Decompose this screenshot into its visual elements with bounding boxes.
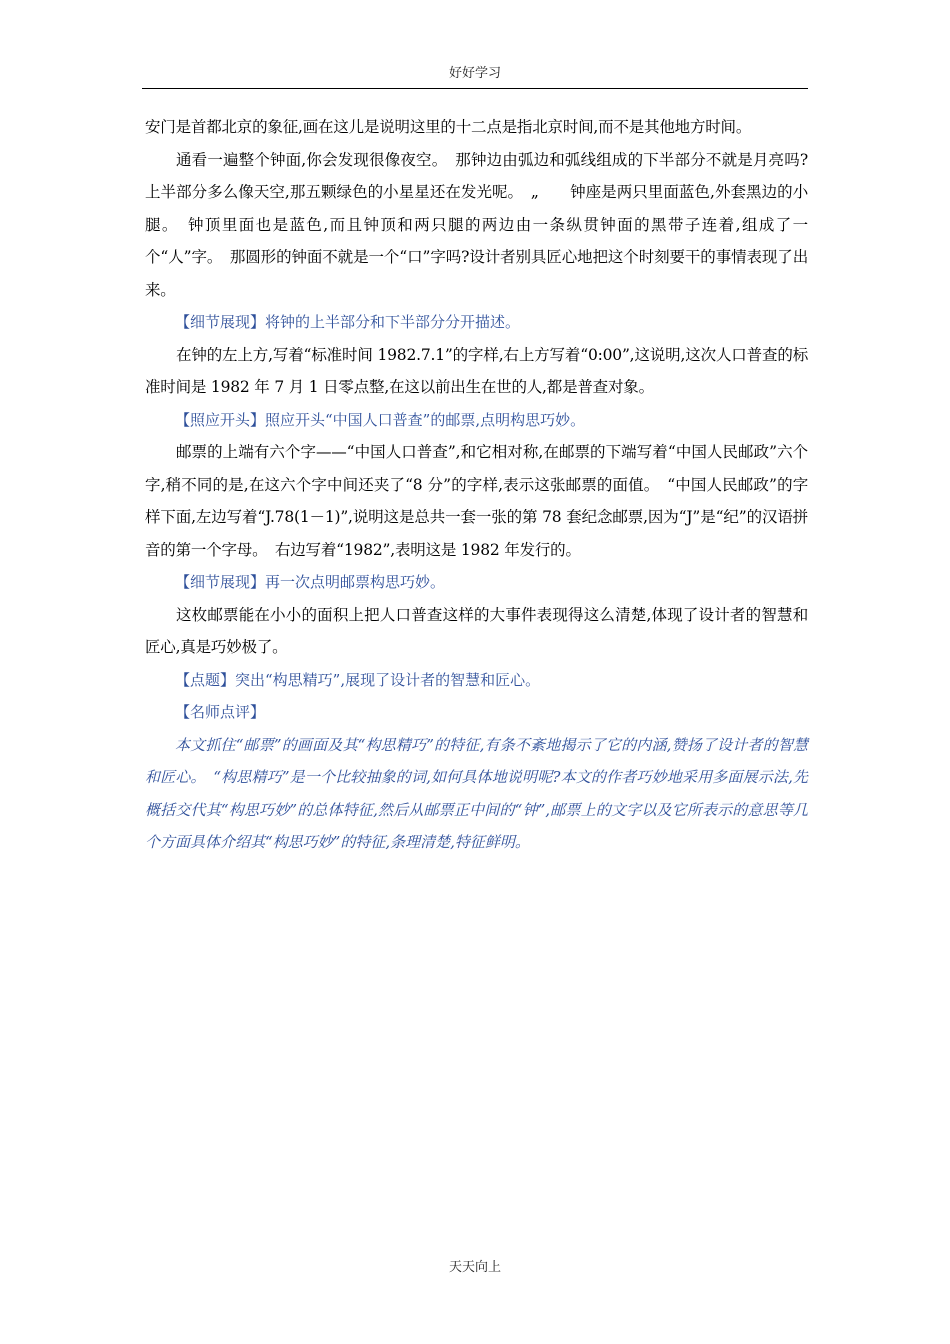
paragraph-1: 安门是首都北京的象征,画在这儿是说明这里的十二点是指北京时间,而不是其他地方时间。 — [145, 118, 752, 136]
annotation-tag: 【点题】 — [175, 670, 236, 689]
paragraph-4: 邮票的上端有六个字——“中国人口普查”,和它相对称,在邮票的下端写着“中国人民邮政”六个字,稍不同的是,在这六个字中间还夹了“8 分”的字样,表示这张邮票的面值。 “中国人民邮政”的字样下面,左边写着“J.78(1－1)”,说明这是总共一套一张的第 78 套纪念邮票,因为“J”是“纪”的汉语拼音的第一个字母。 右边写着“1982”,表明这是 1982 年发行的。 — [145, 443, 808, 559]
header-divider — [142, 88, 808, 89]
paragraph-5: 这枚邮票能在小小的面积上把人口普查这样的大事件表现得这么清楚,体现了设计者的智慧和匠心,真是巧妙极了。 — [145, 605, 808, 656]
page-header: 好好学习 — [448, 66, 501, 81]
annotation-detail-1 — [145, 306, 808, 339]
teacher-critique: 本文抓住“邮票”的画面及其“构思精巧”的特征,有条不紊地揭示了它的内涵,赞扬了设计者的智慧和匠心。 “构思精巧”是一个比较抽象的词,如何具体地说明呢?本文的作者巧妙地采用多面展示法,先概括交代其“构思巧妙”的总体特征,然后从邮票正中间的“钟”,邮票上的文字以及它所表示的意思等几个方面具体介绍其“构思巧妙”的特征,条理清楚,特征鲜明。 — [145, 735, 808, 851]
annotation-teacher-review — [145, 696, 808, 729]
annotation-text: 照应开头“中国人口普查”的邮票,点明构思巧妙。 — [265, 410, 586, 429]
annotation-text: 突出“构思精巧”,展现了设计者的智慧和匠心。 — [235, 670, 541, 689]
page-footer: 天天向上 — [448, 1260, 501, 1275]
annotation-tag: 【细节展现】 — [175, 313, 266, 331]
annotation-detail-2 — [145, 566, 808, 599]
annotation-tag: 【名师点评】 — [175, 703, 266, 721]
annotation-text: 将钟的上半部分和下半部分分开描述。 — [265, 313, 521, 331]
annotation-echo-opening — [145, 404, 808, 437]
annotation-theme — [145, 664, 808, 697]
document-body — [145, 111, 808, 859]
paragraph-2: 通看一遍整个钟面,你会发现很像夜空。 那钟边由弧边和弧线组成的下半部分不就是月亮吗?上半部分多么像天空,那五颗绿色的小星星还在发光呢。 „ 钟座是两只里面蓝色,外套黑边的小腿。 钟顶里面也是蓝色,而且钟顶和两只腿的两边由一条纵贯钟面的黑带子连着,组成了一个“人”字。 那圆形的钟面不就是一个“口”字吗?设计者别具匠心地把这个时刻要干的事情表现了出来。 — [145, 150, 808, 299]
annotation-text: 再一次点明邮票构思巧妙。 — [265, 573, 446, 591]
annotation-tag: 【细节展现】 — [175, 573, 266, 591]
annotation-tag: 【照应开头】 — [175, 410, 266, 429]
paragraph-3: 在钟的左上方,写着“标准时间 1982.7.1”的字样,右上方写着“0:00”,这说明,这次人口普查的标准时间是 1982 年 7 月 1 日零点整,在这以前出生在世的人,都是普查对象。 — [145, 345, 808, 396]
